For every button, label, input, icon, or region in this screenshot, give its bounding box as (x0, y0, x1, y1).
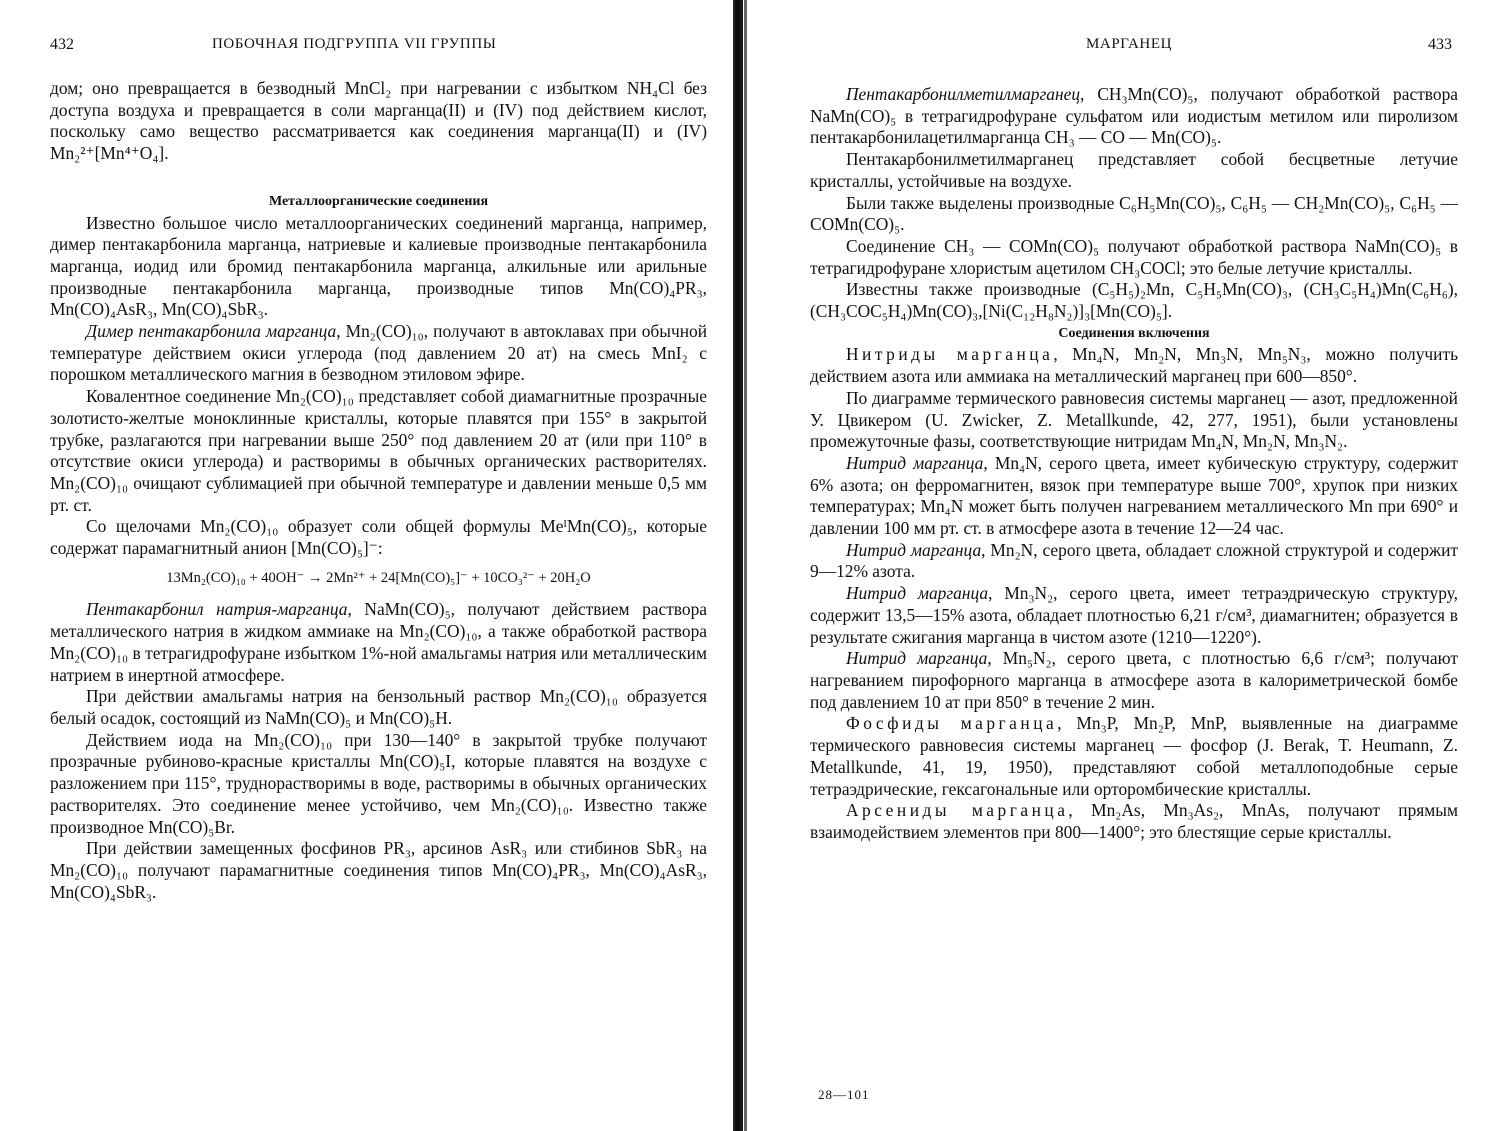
left-para-3-term: Димер пентакарбонила марганца (86, 321, 337, 342)
right-para-8-term: Нитрид марганца (846, 452, 984, 473)
right-para-7: По диаграмме термического равновесия системы марганец — азот, предложенной У. Цвикером (U. Zwicker, Z. Metallkunde, 42, 277, 1951), были установлены промежуточные фазы, соответствующие нитридам Mn₄N, Mn₂N, Mn₃N₂. (810, 387, 1458, 452)
left-para-5: Со щелочами Mn₂(CO)₁₀ образует соли общей формулы MeᴵMn(CO)₅, которые содержат парамагнитный анион [Mn(CO)₅]⁻: (50, 516, 707, 559)
left-section-title: Металлоорганические соединения (268, 193, 489, 209)
right-para-3: Были также выделены производные C₆H₅Mn(CO)₅, C₆H₅ — CH₂Mn(CO)₅, C₆H₅ — COMn(CO)₅. (810, 192, 1458, 235)
left-para-3-text: , Mn₂(CO)₁₀, получают в автоклавах при обычной температуре действием окиси углерода (под давлением 20 ат) на смесь MnI₂ с порошком металлического магния в безводном этиловом эфире. (50, 321, 707, 385)
left-para-1: дом; оно превращается в безводный MnCl₂ при нагревании с избытком NH₄Cl без доступа воздуха и превращается в соли марганца(II) и (IV) под действием кислот, поскольку само вещество рассматривается как соединения марганца(II) и (IV) Mn₂²⁺[Mn⁴⁺O₄]. (50, 78, 707, 164)
right-para-6 (810, 344, 1458, 387)
left-para-4: Ковалентное соединение Mn₂(CO)₁₀ представляет собой диамагнитные прозрачные золотисто-желтые моноклинные кристаллы, которые плавятся при 155° в закрытой трубке, разлагаются при нагревании выше 250° под давлением 20 ат (или при 110° в отсутствие окиси углерода) и растворимы в обычных органических растворителях. Mn₂(CO)₁₀ очищают сублимацией при обычной температуре и давлении меньше 0,5 мм рт. ст. (50, 386, 707, 515)
printer-signature: 28—101 (818, 1087, 870, 1102)
right-para-1-text: , CH₃Mn(CO)₅, получают обработкой раствора NaMn(CO)₅ в тетрагидрофуране сульфатом или иодистым метилом или пиролизом пентакарбонилацетилмарганца CH₃ — CO — Mn(CO)₅. (810, 84, 1458, 148)
left-page-body (50, 78, 707, 903)
right-para-10-text: , Mn₃N₂, серого цвета, имеет тетраэдрическую структуру, содержит 13,5—15% азота, обладает плотностью 6,21 г/см³, диамагнитен; образуется в результате сжигания марганца в чистом азоте (1210—1220°). (810, 583, 1458, 647)
right-para-5: Известны также производные (C₅H₅)₂Mn, C₅H₅Mn(CO)₃, (CH₃C₅H₄)Mn(C₆H₆),(CH₃COC₅H₄)Mn(CO)₃,[Ni(C₁₂H₈N₂)]₃[Mn(CO)₅]. (810, 279, 1458, 322)
right-para-8-text: , Mn₄N, серого цвета, имеет кубическую структуру, содержит 6% азота; он ферромагнитен, вязок при температуре выше 700°, хрупок при низких температурах; Mn₄N может быть получен нагреванием металлического Mn при 690° и давлении 100 мм рт. ст. в атмосфере азота в течение 12—24 час. (810, 452, 1458, 539)
left-equation: 13Mn₂(CO)₁₀ + 40OH⁻ → 2Mn²⁺ + 24[Mn(CO)₅]⁻ + 10CO₃²⁻ + 20H₂O (166, 569, 591, 586)
left-para-7: При действии амальгамы натрия на бензольный раствор Mn₂(CO)₁₀ образуется белый осадок, состоящий из NaMn(CO)₅ и Mn(CO)₅H. (50, 686, 707, 728)
right-para-12 (810, 713, 1458, 800)
left-para-6-text: , NaMn(CO)₅, получают действием раствора металлического натрия в жидком аммиаке на Mn₂(CO)₁₀, а также обработкой раствора Mn₂(CO)₁₀ в тетрагидрофуране избытком 1%-ной амальгамы натрия или металлическим натрием в инертной атмосфере. (50, 599, 708, 685)
right-para-10 (810, 583, 1458, 648)
right-para-11-term: Нитрид марганца (846, 648, 988, 669)
left-para-9: При действии замещенных фосфинов PR₃, арсинов AsR₃ или стибинов SbR₃ на Mn₂(CO)₁₀ получают парамагнитные соединения типов Mn(CO)₄PR₃, Mn(CO)₄AsR₃, Mn(CO)₄SbR₃. (50, 838, 707, 902)
right-para-1 (810, 84, 1458, 149)
right-page-number: 433 (1428, 36, 1452, 53)
right-para-2: Пентакарбонилметилмарганец представляет собой бесцветные летучие кристаллы, устойчивые на воздухе. (810, 149, 1458, 191)
right-para-10-term: Нитрид марганца (846, 583, 989, 604)
right-section-title: Соединения включения (1058, 325, 1210, 341)
left-para-6-term: Пентакарбонил натрия-марганца (86, 599, 348, 620)
left-para-6 (50, 599, 707, 686)
right-para-6-text: , Mn₄N, Mn₂N, Mn₃N, Mn₅N₃, можно получить действием азота или аммиака на металлический марганец при 600—850°. (810, 344, 1458, 387)
right-para-12-term: Фосфиды марганца (846, 713, 1058, 734)
left-para-2: Известно большое число металлоорганических соединений марганца, например, димер пентакарбонила марганца, натриевые и калиевые производные пентакарбонила марганца, иодид или бромид пентакарбонила марганца, алкильные или арильные производные пентакарбонила марганца, производные типов Mn(CO)₄PR₃, Mn(CO)₄AsR₃, Mn(CO)₄SbR₃. (50, 212, 707, 320)
right-running-head: МАРГАНЕЦ (1086, 36, 1173, 52)
right-page (770, 0, 1508, 1131)
right-para-13 (810, 800, 1458, 843)
right-para-11-text: , Mn₅N₂, серого цвета, с плотностью 6,6 г/см³; получают нагреванием пирофорного марганца в атмосфере азота в калориметрической бомбе под давлением 10 ат при 850° в течение 2 мин. (810, 648, 1458, 712)
left-page (0, 0, 745, 1131)
left-page-number: 432 (50, 36, 74, 53)
right-para-4: Соединение CH₃ — COMn(CO)₅ получают обработкой раствора NaMn(CO)₅ в тетрагидрофуране хлористым ацетилом CH₃COCl; это белые летучие кристаллы. (810, 235, 1458, 278)
left-para-8: Действием иода на Mn₂(CO)₁₀ при 130—140° в закрытой трубке получают прозрачные рубиново-красные кристаллы Mn(CO)₅I, которые плавятся на воздухе с разложением при 115°, труднорастворимы в воде, растворимы в обычных органических растворителях. Это соединение менее устойчиво, чем Mn₂(CO)₁₀. Известно также производное Mn(CO)₅Br. (50, 729, 707, 837)
right-para-12-text: , Mn₃P, Mn₂P, MnP, выявленные на диаграмме термического равновесия системы марганец — фосфор (J. Berak, T. Heumann, Z. Metallkunde, 41, 19, 1950), представляют собой металлоподобные серые тетраэдрические, гексагональные или орторомбические кристаллы. (810, 713, 1458, 799)
right-para-9-text: , Mn₂N, серого цвета, обладает сложной структурой и содержит 9—12% азота. (810, 539, 1458, 582)
right-para-9 (810, 540, 1458, 583)
right-para-13-text: , Mn₂As, Mn₃As₂, MnAs, получают прямым взаимодействием элементов при 800—1400°; это блестящие серые кристаллы. (810, 800, 1458, 842)
right-para-1-term: Пентакарбонилметилмарганец (846, 84, 1081, 104)
left-running-head: ПОБОЧНАЯ ПОДГРУППА VII ГРУППЫ (212, 36, 497, 52)
right-page-body (810, 84, 1458, 844)
right-para-9-term: Нитрид марганца (846, 539, 982, 560)
left-para-3 (50, 321, 707, 386)
right-para-6-term: Нитриды марганца (846, 344, 1054, 365)
right-para-11 (810, 648, 1458, 713)
right-para-8 (810, 453, 1458, 540)
right-para-13-term: Арсениды марганца (846, 800, 1069, 821)
